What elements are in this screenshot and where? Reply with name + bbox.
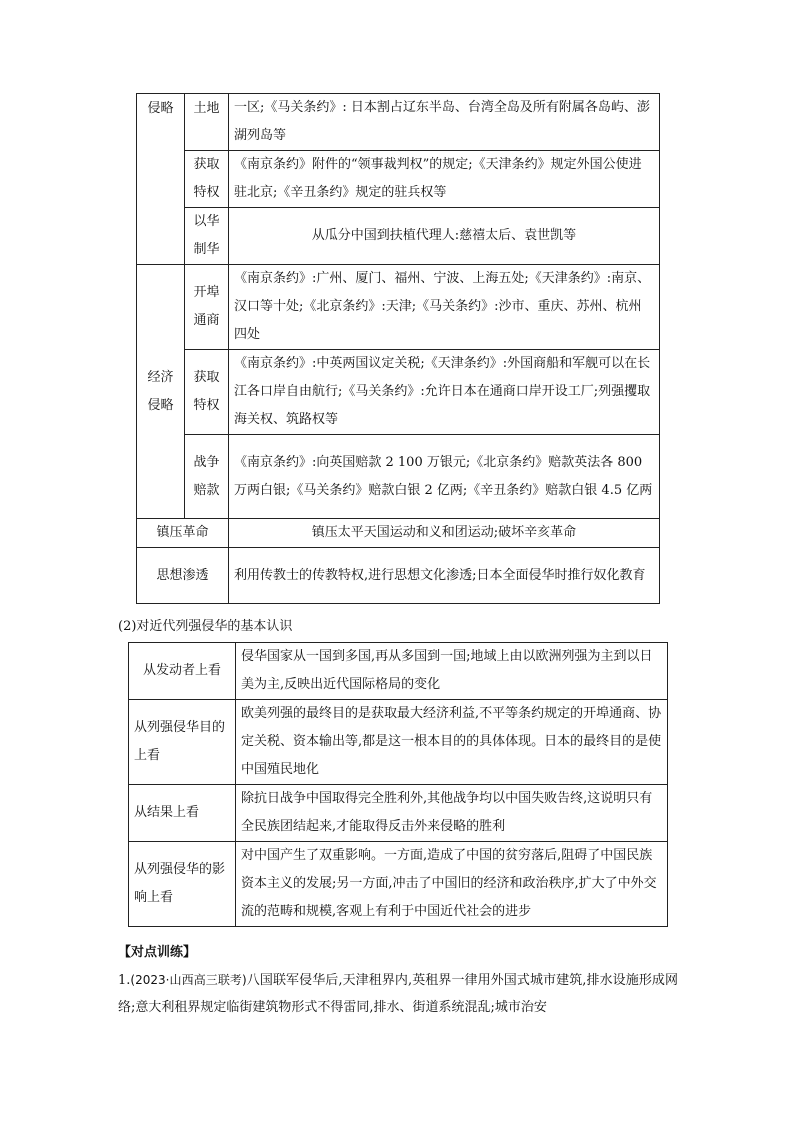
table-row	[137, 435, 660, 519]
practice-heading: 【对点训练】	[118, 945, 197, 960]
content-cell: 镇压太平天国运动和义和团运动;破坏辛亥革命	[229, 519, 660, 548]
table-row	[137, 519, 660, 548]
subcategory-cell: 土地	[185, 94, 229, 151]
aspect-cell: 从结果上看	[129, 785, 236, 842]
subcategory-cell: 以华制华	[185, 208, 229, 265]
subcategory-cell: 开埠通商	[185, 265, 229, 350]
question-text: 八国联军侵华后,天津租界内,英租界一律用外国式城市建筑,排水设施形成网络;意大利租界规定临街建筑物形式不得雷同,排水、街道系统混乱;城市治安	[118, 973, 678, 1015]
aspect-cell: 从列强侵华目的上看	[129, 700, 236, 785]
category-cell: 经济侵略	[137, 265, 185, 519]
aspect-cell: 从发动者上看	[129, 643, 236, 700]
content-cell: 从瓜分中国到扶植代理人:慈禧太后、袁世凯等	[229, 208, 660, 265]
table-row	[137, 265, 660, 350]
table-row	[137, 94, 660, 151]
table-row	[137, 151, 660, 208]
invasion-forms-table	[136, 93, 660, 604]
content-cell: 对中国产生了双重影响。一方面,造成了中国的贫穷落后,阻碍了中国民族资本主义的发展;另一方面,冲击了中国旧的经济和政治秩序,扩大了中外交流的范畴和规模,客观上有利于中国近代社会的进步	[236, 842, 668, 927]
table-row	[129, 700, 668, 785]
subcategory-cell: 获取特权	[185, 350, 229, 435]
understanding-table	[128, 642, 668, 927]
content-cell: 《南京条约》:向英国赔款 2 100 万银元;《北京条约》赔款英法各 800 万两白银;《马关条约》赔款白银 2 亿两;《辛丑条约》赔款白银 4.5 亿两	[229, 435, 660, 519]
table-row	[129, 643, 668, 700]
content-cell: 一区;《马关条约》: 日本割占辽东半岛、台湾全岛及所有附属各岛屿、澎湖列岛等	[229, 94, 660, 151]
content-cell: 除抗日战争中国取得完全胜利外,其他战争均以中国失败告终,这说明只有全民族团结起来,才能取得反击外来侵略的胜利	[236, 785, 668, 842]
category-cell: 思想渗透	[137, 548, 229, 604]
content-cell: 《南京条约》:广州、厦门、福州、宁波、上海五处;《天津条约》:南京、汉口等十处;《北京条约》:天津;《马关条约》:沙市、重庆、苏州、杭州四处	[229, 265, 660, 350]
content-cell: 侵华国家从一国到多国,再从多国到一国;地域上由以欧洲列强为主到以日美为主,反映出近代国际格局的变化	[236, 643, 668, 700]
category-cell: 侵略	[137, 94, 185, 265]
content-cell: 《南京条约》附件的“领事裁判权”的规定;《天津条约》规定外国公使进驻北京;《辛丑条约》规定的驻兵权等	[229, 151, 660, 208]
subcategory-cell: 获取特权	[185, 151, 229, 208]
table-row	[137, 208, 660, 265]
question-source: (2023·山西高三联考)	[130, 973, 247, 987]
question-number: 1.	[118, 973, 131, 988]
content-cell: 利用传教士的传教特权,进行思想文化渗透;日本全面侵华时推行奴化教育	[229, 548, 660, 604]
content-cell: 欧美列强的最终目的是获取最大经济利益,不平等条约规定的开埠通商、协定关税、资本输出等,都是这一根本目的的具体体现。日本的最终目的是使中国殖民地化	[236, 700, 668, 785]
question-1	[118, 967, 678, 1021]
table-row	[129, 785, 668, 842]
table-row	[129, 842, 668, 927]
table-row	[137, 548, 660, 604]
category-cell: 镇压革命	[137, 519, 229, 548]
subheading: (2)对近代列强侵华的基本认识	[118, 619, 293, 634]
aspect-cell: 从列强侵华的影响上看	[129, 842, 236, 927]
table-row	[137, 350, 660, 435]
content-cell: 《南京条约》:中英两国议定关税;《天津条约》:外国商船和军舰可以在长江各口岸自由航行;《马关条约》:允许日本在通商口岸开设工厂;列强攫取海关权、筑路权等	[229, 350, 660, 435]
subcategory-cell: 战争赔款	[185, 435, 229, 519]
